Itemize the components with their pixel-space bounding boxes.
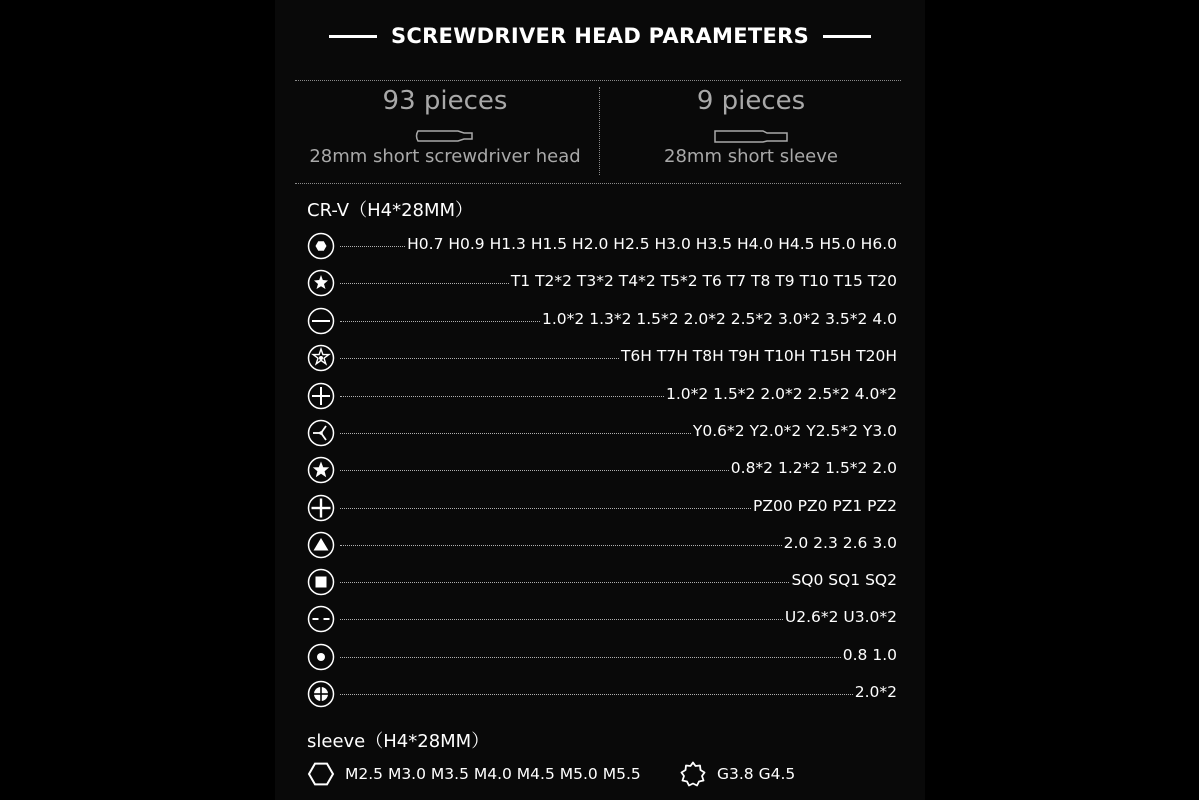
tri-wing-icon [307, 419, 335, 447]
title-rule-right [823, 35, 871, 38]
title-rule-left [329, 35, 377, 38]
leader-line [340, 283, 509, 284]
hex-socket-icon [307, 760, 335, 788]
crv-section-label: CR-V（H4*28MM） [307, 200, 474, 221]
size-values: 2.0*2 [854, 683, 897, 701]
sleeve-values: G3.8 G4.5 [717, 765, 796, 783]
size-values: 0.8 1.0 [842, 646, 897, 664]
list-item [307, 493, 897, 523]
list-item [307, 530, 897, 560]
divider-middle [599, 87, 600, 175]
gear-socket-icon [679, 760, 707, 788]
screwdriver-bit-icon [414, 128, 476, 147]
size-values: H0.7 H0.9 H1.3 H1.5 H2.0 H2.5 H3.0 H3.5 H4.0 H4.5 H5.0 H6.0 [407, 235, 897, 253]
bits-description: 28mm short screwdriver head [309, 146, 581, 167]
pozidriv-icon [307, 494, 335, 522]
leader-line [340, 619, 783, 620]
size-values: T1 T2*2 T3*2 T4*2 T5*2 T6 T7 T8 T9 T10 T15 T20 [510, 272, 897, 290]
leader-line [340, 396, 664, 397]
list-item [307, 343, 897, 373]
phillips-icon [307, 382, 335, 410]
title-row [275, 20, 925, 52]
size-values: 0.8*2 1.2*2 1.5*2 2.0 [730, 459, 897, 477]
list-item [307, 268, 897, 298]
page-title: SCREWDRIVER HEAD PARAMETERS [390, 24, 810, 48]
leader-line [340, 470, 729, 471]
triangle-icon [307, 531, 335, 559]
sleeve-list [307, 760, 897, 790]
list-item [307, 418, 897, 448]
divider-top [295, 80, 901, 81]
leader-line [340, 545, 782, 546]
list-item [307, 455, 897, 485]
sleeve-values: M2.5 M3.0 M3.5 M4.0 M4.5 M5.0 M5.5 [345, 765, 641, 783]
size-values: 1.0*2 1.3*2 1.5*2 2.0*2 2.5*2 3.0*2 3.5*2 4.0 [542, 310, 897, 328]
sleeve-icon [713, 128, 789, 147]
u-shape-icon [307, 605, 335, 633]
leader-line [340, 358, 619, 359]
torx-icon [307, 269, 335, 297]
sleeve-item-hex [307, 760, 641, 788]
square-icon [307, 568, 335, 596]
leader-line [340, 657, 841, 658]
size-values: U2.6*2 U3.0*2 [784, 608, 897, 626]
list-item [307, 679, 897, 709]
size-values: 2.0 2.3 2.6 3.0 [783, 534, 897, 552]
leader-line [340, 433, 691, 434]
pin-icon [307, 643, 335, 671]
list-item [307, 306, 897, 336]
divider-bottom [295, 183, 901, 184]
size-values: SQ0 SQ1 SQ2 [791, 571, 897, 589]
pentalobe-icon [307, 456, 335, 484]
size-values: 1.0*2 1.5*2 2.0*2 2.5*2 4.0*2 [665, 385, 897, 403]
list-item [307, 231, 897, 261]
bits-count: 93 pieces [382, 86, 508, 116]
list-item [307, 604, 897, 634]
sleeve-section-label: sleeve（H4*28MM） [307, 731, 490, 752]
size-values: T6H T7H T8H T9H T10H T15H T20H [620, 347, 897, 365]
summary-bits [295, 86, 595, 167]
leader-line [340, 508, 751, 509]
size-values: PZ00 PZ0 PZ1 PZ2 [753, 497, 897, 515]
leader-line [340, 321, 540, 322]
leader-line [340, 246, 405, 247]
slotted-icon [307, 307, 335, 335]
list-item [307, 567, 897, 597]
size-values: Y0.6*2 Y2.0*2 Y2.5*2 Y3.0 [692, 422, 897, 440]
sleeve-item-gear [679, 760, 795, 788]
summary-sleeves [601, 86, 901, 167]
leader-line [340, 582, 789, 583]
list-item [307, 381, 897, 411]
sleeves-count: 9 pieces [696, 86, 806, 116]
parameters-panel [275, 0, 925, 800]
torx-security-icon [307, 344, 335, 372]
leader-line [340, 694, 853, 695]
cross-point-icon [307, 680, 335, 708]
hex-icon [307, 232, 335, 260]
list-item [307, 642, 897, 672]
sleeves-description: 28mm short sleeve [664, 146, 838, 167]
